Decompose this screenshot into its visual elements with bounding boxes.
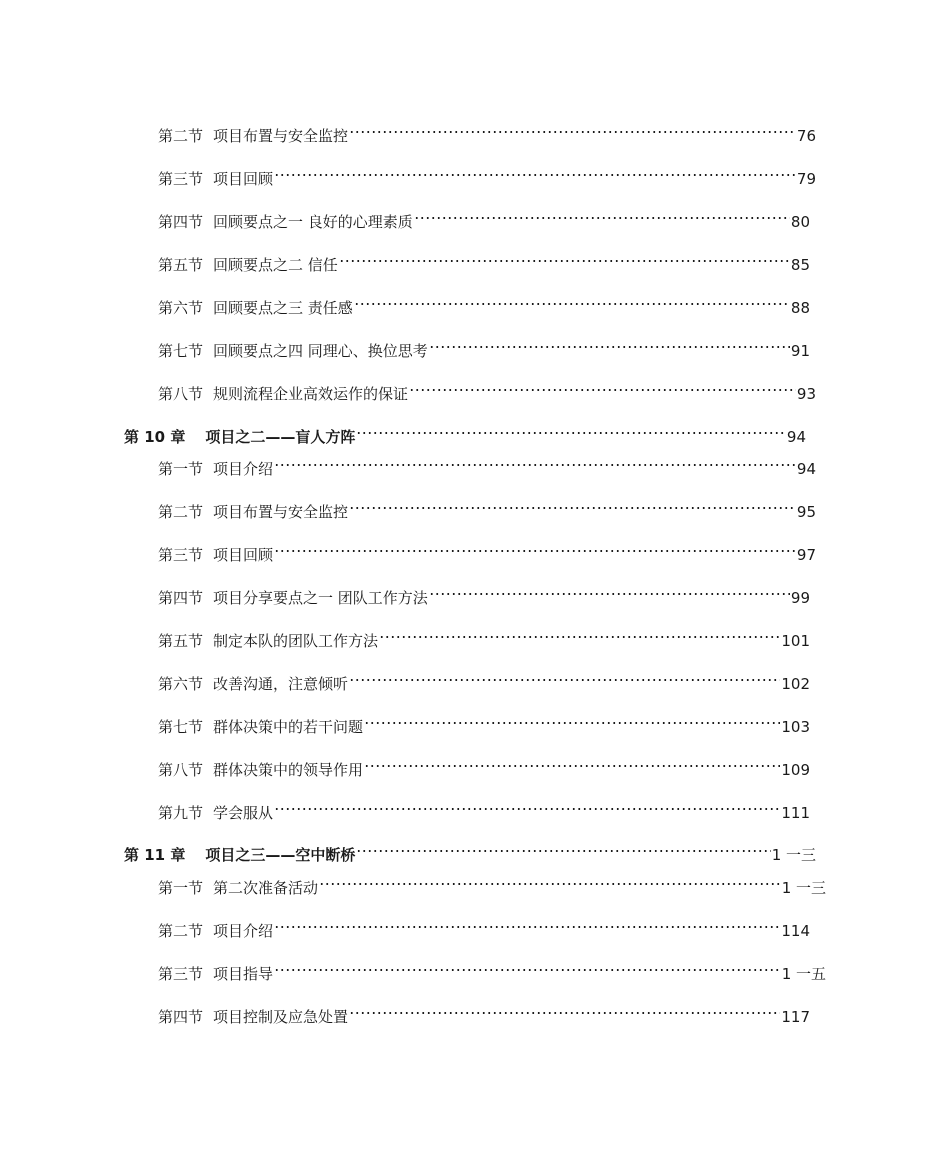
toc-chapter-entry xyxy=(124,836,816,864)
toc-entry xyxy=(158,998,810,1026)
toc-entry xyxy=(158,794,810,822)
section-title: 项目介绍 xyxy=(213,922,274,940)
dot-leader xyxy=(274,450,796,474)
section-number: 第二节 xyxy=(158,127,204,145)
chapter-title: 项目之三——空中断桥 xyxy=(205,846,356,864)
page-number: 117 xyxy=(781,1008,810,1026)
dot-leader xyxy=(274,794,780,818)
section-title: 学会服从 xyxy=(213,804,274,822)
page-number: 103 xyxy=(781,718,810,736)
toc-entry xyxy=(158,117,816,145)
page-number: 88 xyxy=(790,299,810,317)
dot-leader xyxy=(349,665,780,689)
section-title: 第二次准备活动 xyxy=(213,879,319,897)
section-title: 项目回顾 xyxy=(213,546,274,564)
toc-entry xyxy=(158,160,816,188)
section-number: 第七节 xyxy=(158,718,204,736)
toc-entry xyxy=(158,955,826,983)
section-title: 回顾要点之四 同理心、换位思考 xyxy=(213,342,428,360)
section-number: 第六节 xyxy=(158,675,204,693)
section-title: 项目指导 xyxy=(213,965,274,983)
toc-entry xyxy=(158,579,810,607)
toc-entry xyxy=(158,289,810,317)
toc-entry xyxy=(158,203,810,231)
section-number: 第二节 xyxy=(158,922,204,940)
dot-leader xyxy=(414,203,790,227)
chapter-number: 第 10 章 xyxy=(124,428,186,446)
dot-leader xyxy=(274,160,796,184)
dot-leader xyxy=(319,869,781,893)
section-title: 回顾要点之三 责任感 xyxy=(213,299,353,317)
toc-entry xyxy=(158,751,810,779)
section-title: 回顾要点之一 良好的心理素质 xyxy=(213,213,413,231)
toc-chapter-entry xyxy=(124,418,806,446)
dot-leader xyxy=(274,912,780,936)
dot-leader xyxy=(364,751,780,775)
dot-leader xyxy=(274,536,796,560)
dot-leader xyxy=(349,998,780,1022)
dot-leader xyxy=(409,375,796,399)
page-number: 97 xyxy=(796,546,816,564)
section-title: 项目布置与安全监控 xyxy=(213,127,349,145)
page-number: 1 一三 xyxy=(781,879,826,897)
page-number: 111 xyxy=(781,804,810,822)
section-number: 第三节 xyxy=(158,965,204,983)
section-title: 改善沟通，注意倾听 xyxy=(213,675,349,693)
chapter-title: 项目之二——盲人方阵 xyxy=(205,428,356,446)
dot-leader xyxy=(339,246,790,270)
page-number: 1 一五 xyxy=(781,965,826,983)
section-title: 群体决策中的领导作用 xyxy=(213,761,364,779)
chapter-number: 第 11 章 xyxy=(124,846,186,864)
section-number: 第四节 xyxy=(158,213,204,231)
dot-leader xyxy=(274,955,781,979)
dot-leader xyxy=(379,622,780,646)
dot-leader xyxy=(349,493,796,517)
section-number: 第二节 xyxy=(158,503,204,521)
toc-entry xyxy=(158,246,810,274)
section-title: 项目控制及应急处置 xyxy=(213,1008,349,1026)
section-number: 第四节 xyxy=(158,589,204,607)
section-number: 第九节 xyxy=(158,804,204,822)
page-number: 93 xyxy=(796,385,816,403)
section-number: 第六节 xyxy=(158,299,204,317)
section-number: 第一节 xyxy=(158,879,204,897)
section-title: 制定本队的团队工作方法 xyxy=(213,632,379,650)
page-number: 80 xyxy=(790,213,810,231)
section-number: 第八节 xyxy=(158,761,204,779)
section-number: 第五节 xyxy=(158,256,204,274)
toc-entry xyxy=(158,450,816,478)
section-title: 项目介绍 xyxy=(213,460,274,478)
section-number: 第三节 xyxy=(158,546,204,564)
page-number: 114 xyxy=(781,922,810,940)
dot-leader xyxy=(354,289,790,313)
page-number: 94 xyxy=(786,428,806,446)
toc-entry xyxy=(158,622,810,650)
dot-leader xyxy=(356,418,786,442)
dot-leader xyxy=(429,579,790,603)
page-number: 76 xyxy=(796,127,816,145)
page-number: 85 xyxy=(790,256,810,274)
page-number: 95 xyxy=(796,503,816,521)
dot-leader xyxy=(349,117,796,141)
page-number: 94 xyxy=(796,460,816,478)
section-number: 第一节 xyxy=(158,460,204,478)
dot-leader xyxy=(429,332,790,356)
page-number: 102 xyxy=(781,675,810,693)
section-number: 第七节 xyxy=(158,342,204,360)
toc-entry xyxy=(158,708,810,736)
section-title: 群体决策中的若干问题 xyxy=(213,718,364,736)
page-number: 101 xyxy=(781,632,810,650)
section-title: 规则流程企业高效运作的保证 xyxy=(213,385,409,403)
section-number: 第三节 xyxy=(158,170,204,188)
section-number: 第五节 xyxy=(158,632,204,650)
section-title: 项目回顾 xyxy=(213,170,274,188)
toc-entry xyxy=(158,536,816,564)
dot-leader xyxy=(356,836,770,860)
section-number: 第八节 xyxy=(158,385,204,403)
section-title: 项目布置与安全监控 xyxy=(213,503,349,521)
section-title: 项目分享要点之一 团队工作方法 xyxy=(213,589,428,607)
page-number: 99 xyxy=(790,589,810,607)
toc-entry xyxy=(158,912,810,940)
page-number: 1 一三 xyxy=(771,846,816,864)
section-number: 第四节 xyxy=(158,1008,204,1026)
section-title: 回顾要点之二 信任 xyxy=(213,256,338,274)
toc-entry xyxy=(158,665,810,693)
dot-leader xyxy=(364,708,780,732)
toc-entry xyxy=(158,332,810,360)
page-number: 109 xyxy=(781,761,810,779)
page-number: 91 xyxy=(790,342,810,360)
toc-entry xyxy=(158,375,816,403)
toc-entry xyxy=(158,869,826,897)
page-number: 79 xyxy=(796,170,816,188)
toc-entry xyxy=(158,493,816,521)
